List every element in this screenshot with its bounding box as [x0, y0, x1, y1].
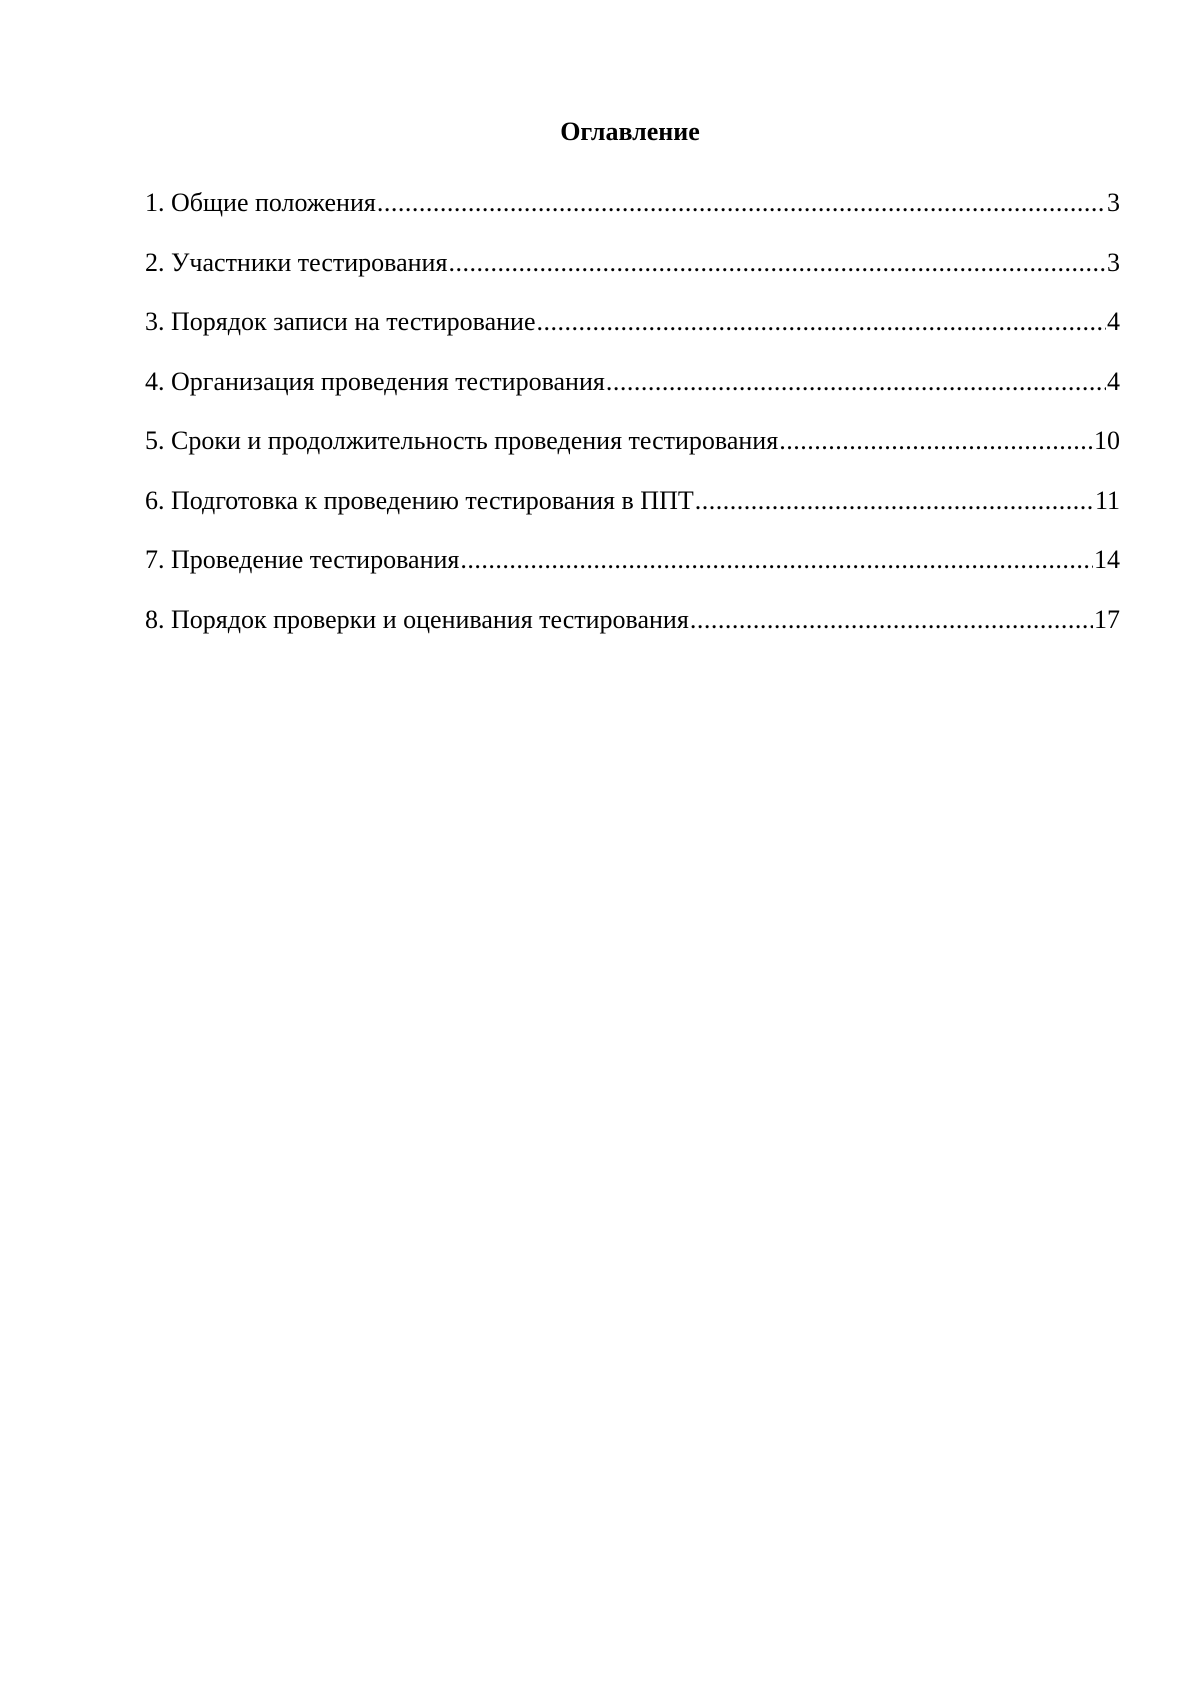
dot-leader — [606, 365, 1106, 399]
toc-entry-label: 8. Порядок проверки и оценивания тестирования — [145, 604, 689, 634]
toc-entry-label: 3. Порядок записи на тестирование — [145, 307, 536, 336]
toc-entry-page: 3 — [1107, 247, 1120, 277]
table-of-contents — [145, 186, 1120, 662]
toc-entry-8[interactable] — [145, 603, 1120, 663]
toc-entry-7[interactable] — [145, 543, 1120, 603]
toc-entry-label: 7. Проведение тестирования — [145, 545, 460, 574]
toc-entry-label: 5. Сроки и продолжительность проведения тестирования — [145, 426, 779, 455]
toc-entry-label: 6. Подготовка к проведению тестирования в ППТ — [145, 485, 694, 515]
dot-leader — [537, 305, 1106, 339]
toc-entry-page: 4 — [1107, 307, 1120, 336]
toc-entry-page: 17 — [1094, 604, 1120, 634]
toc-entry-label: 1. Общие положения — [145, 188, 376, 217]
dot-leader — [377, 186, 1106, 220]
toc-entry-1[interactable] — [145, 186, 1120, 246]
toc-entry-page: 11 — [1094, 485, 1120, 515]
toc-entry-label: 2. Участники тестирования — [145, 247, 448, 277]
toc-entry-3[interactable] — [145, 305, 1120, 365]
toc-entry-label: 4. Организация проведения тестирования — [145, 366, 605, 396]
dot-leader — [779, 424, 1093, 458]
toc-entry-page: 4 — [1107, 366, 1120, 396]
toc-entry-page: 3 — [1107, 188, 1120, 217]
toc-entry-5[interactable] — [145, 424, 1120, 484]
dot-leader — [690, 603, 1093, 637]
dot-leader — [695, 484, 1094, 518]
toc-entry-4[interactable] — [145, 365, 1120, 425]
toc-entry-page: 10 — [1094, 426, 1120, 455]
toc-entry-2[interactable] — [145, 246, 1120, 306]
toc-title: Оглавление — [560, 117, 700, 146]
toc-entry-6[interactable] — [145, 484, 1120, 544]
dot-leader — [460, 543, 1093, 577]
dot-leader — [448, 246, 1106, 280]
toc-entry-page: 14 — [1094, 545, 1120, 574]
